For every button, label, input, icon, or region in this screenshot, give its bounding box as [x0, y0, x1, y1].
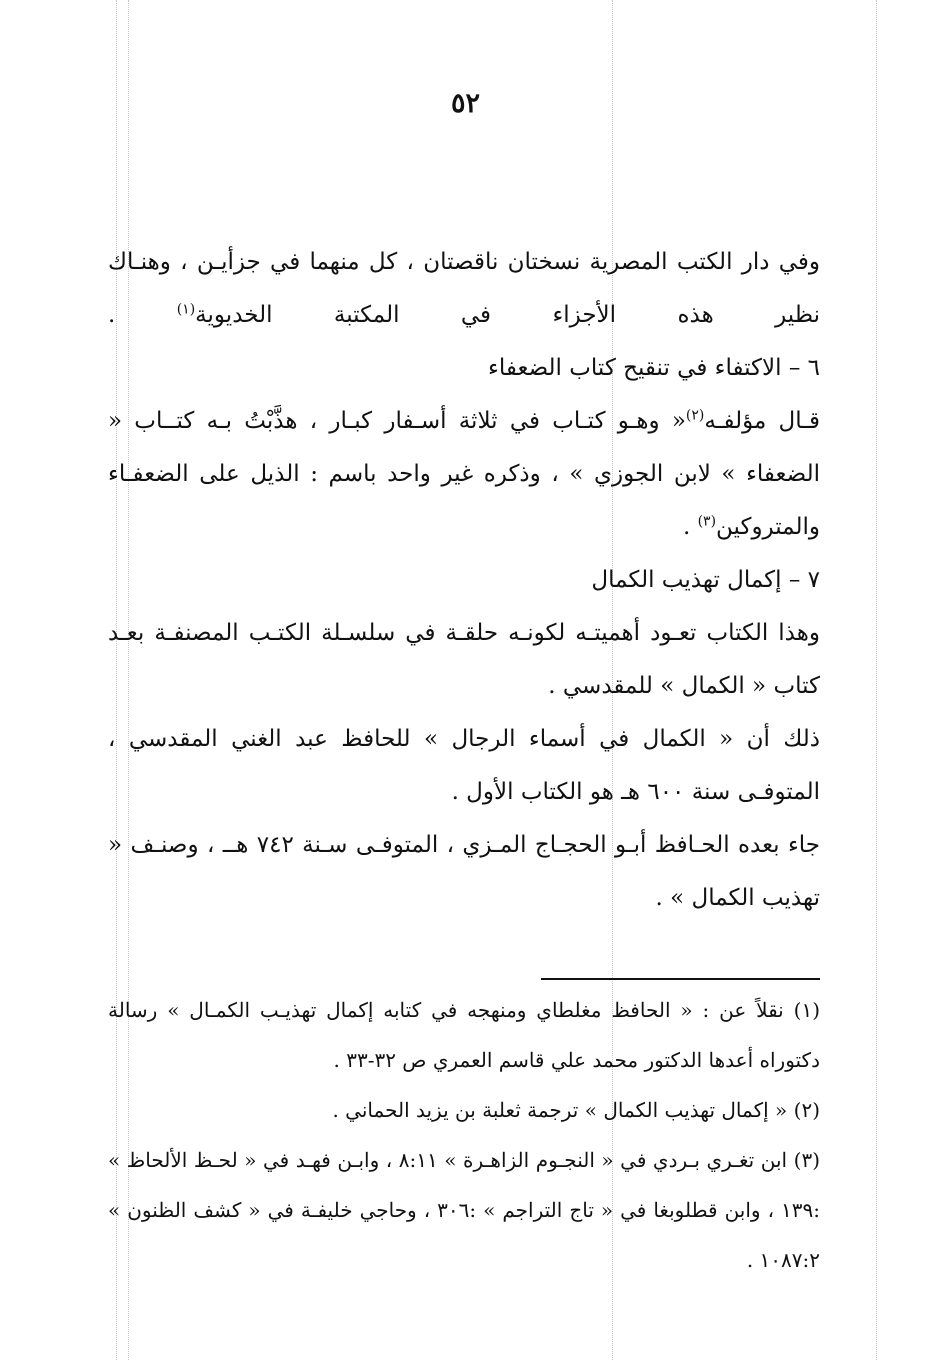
footnote-ref-2: (٢) — [685, 407, 705, 424]
paragraph-1-end: . — [108, 302, 177, 328]
paragraph-2-start: قـال مؤلفـه — [704, 408, 820, 434]
paragraph-2-text: « وهـو كتـاب في ثلاثة أسـفار كبـار ، هذَّبْتُ بـه كتــاب « الضعفاء » لابن الجوزي » ، وذكره غير واحد باسم : الذيل على الضعفـاء والمتروكين — [108, 408, 820, 540]
paragraph-3: وهذا الكتاب تعـود أهميتـه لكونـه حلقـة في سلسـلة الكتـب المصنفـة بعـد كتاب « الكمال » للمقدسي . — [108, 620, 820, 699]
heading-6: ٦ – الاكتفاء في تنقيح كتاب الضعفاء — [488, 355, 820, 381]
footnotes — [108, 985, 820, 1285]
main-text — [108, 236, 820, 925]
footnote-separator — [541, 978, 820, 980]
scan-dotted-line — [876, 0, 877, 1360]
footnote-ref-1: (١) — [176, 301, 196, 318]
footnote-ref-3: (٣) — [697, 513, 717, 530]
paragraph-1 — [108, 236, 820, 342]
paragraph-5: جاء بعده الحـافظ أبـو الحجـاج المـزي ، المتوفـى سـنة ٧٤٢ هــ ، وصنـف « تهذيب الكمال » . — [108, 832, 821, 911]
paragraph-2 — [108, 395, 820, 554]
footnote-2: (٢) « إكمال تهذيب الكمال » ترجمة ثعلبة بن يزيد الحماني . — [332, 1098, 820, 1122]
page-number: ٥٢ — [450, 88, 480, 119]
footnote-1: (١) نقلاً عن : « الحافظ مغلطاي ومنهجه في كتابه إكمال تهذيـب الكمـال » رسالة دكتوراه أعدها الدكتور محمد علي قاسم العمري ص ٣٢-٣٣ . — [108, 998, 820, 1072]
paragraph-1-text: وفي دار الكتب المصرية نسختان ناقصتان ، كل منهما في جزأيـن ، وهنـاك نظير هذه الأجزاء في المكتبة الخديوية — [108, 249, 820, 328]
footnote-3: (٣) ابن تغـري بـردي في « النجـوم الزاهـرة » ٨:١١ ، وابـن فهـد في « لحـظ الألحاظ » :١٣٩ ، وابن قطلوبغا في « تاج التراجم » :٣٠٦ ، وحاجي خليفـة في « كشف الظنون » ١٠٨٧:٢ . — [108, 1148, 821, 1272]
heading-7: ٧ – إكمال تهذيب الكمال — [591, 567, 820, 593]
paragraph-4: ذلك أن « الكمال في أسماء الرجال » للحافظ عبد الغني المقدسي ، المتوفـى سنة ٦٠٠ هـ هو الكتاب الأول . — [108, 726, 820, 805]
paragraph-2-end: . — [682, 514, 698, 540]
